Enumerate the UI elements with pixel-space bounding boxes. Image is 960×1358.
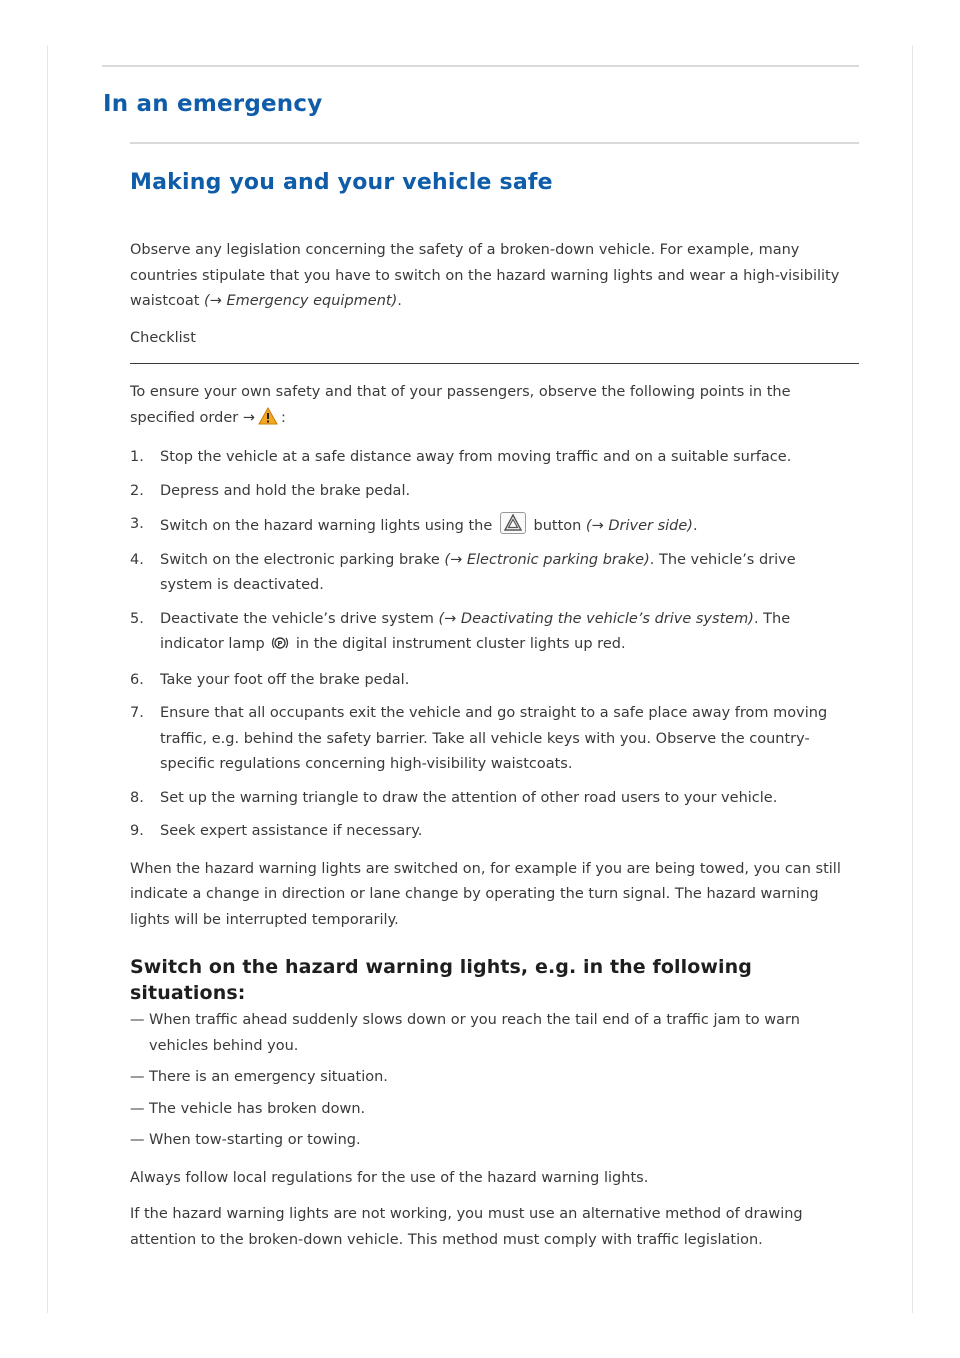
- closing-paragraph: If the hazard warning lights are not working, you must use an alternative method of drawing attention to the broken-down vehicle. This method must comply with traffic legislation.: [130, 1206, 803, 1248]
- step-text: Stop the vehicle at a safe distance away from moving traffic and on a suitable surface.: [160, 449, 792, 465]
- step-text: Deactivate the vehicle’s drive system: [160, 610, 439, 627]
- section-divider: [130, 142, 859, 144]
- step-end: .: [692, 518, 698, 534]
- list-item: [130, 479, 845, 505]
- top-divider: [102, 65, 859, 67]
- list-item: [130, 1065, 845, 1091]
- parking-lamp-icon: [271, 634, 289, 660]
- checklist-steps: [130, 445, 845, 845]
- step-text: Take your foot off the brake pedal.: [160, 671, 410, 688]
- list-item: [130, 607, 845, 660]
- checklist-lead-end: :: [280, 409, 286, 426]
- list-item: [130, 1008, 845, 1059]
- situation-text: The vehicle has broken down.: [149, 1100, 366, 1117]
- hazard-button-icon: [500, 512, 526, 534]
- list-item: [130, 1128, 845, 1154]
- step-text-after: button: [533, 518, 582, 534]
- section-title: Making you and your vehicle safe: [130, 170, 553, 195]
- list-item: [130, 819, 845, 845]
- checklist-label: Checklist: [130, 329, 196, 346]
- step-number: 4.: [130, 551, 144, 568]
- step-text: Switch on the electronic parking brake: [160, 551, 445, 568]
- checklist-lead: [130, 380, 845, 434]
- list-item: [130, 701, 845, 778]
- step-text: Depress and hold the brake pedal.: [160, 482, 411, 499]
- dash-bullet: —: [130, 1132, 145, 1148]
- page-title: In an emergency: [103, 91, 323, 117]
- dash-bullet: —: [130, 1012, 145, 1028]
- checklist-lead-arrow: →: [242, 409, 255, 426]
- step-text: Set up the warning triangle to draw the attention of other road users to your vehicle.: [160, 789, 778, 806]
- main-content: [130, 238, 845, 1264]
- situations-heading: Switch on the hazard warning lights, e.g. in the following situations:: [130, 956, 752, 1004]
- dash-bullet: —: [130, 1100, 145, 1117]
- step-number: 8.: [130, 789, 144, 806]
- situations-list: [130, 1008, 845, 1154]
- intro-paragraph: [130, 238, 845, 315]
- list-item: [130, 786, 845, 812]
- step-end-2: in the digital instrument cluster lights up red.: [295, 636, 626, 652]
- closing-paragraph: Always follow local regulations for the use of the hazard warning lights.: [130, 1169, 649, 1186]
- list-item: [130, 1097, 845, 1123]
- step-text: Switch on the hazard warning lights using the: [160, 518, 493, 534]
- warning-triangle-icon[interactable]: [258, 407, 278, 435]
- step-number: 5.: [130, 610, 144, 627]
- step-cross-reference-link[interactable]: (→ Electronic parking brake): [444, 551, 650, 568]
- page-margin-line-right: [912, 45, 913, 1313]
- step-number: 1.: [130, 449, 144, 465]
- list-item: [130, 548, 845, 599]
- situation-text: There is an emergency situation.: [149, 1069, 388, 1085]
- step-end: . The vehicle’s drive system is deactivated.: [160, 551, 796, 593]
- step-text: Seek expert assistance if necessary.: [160, 823, 423, 839]
- step-cross-reference-link[interactable]: (→ Deactivating the vehicle’s drive system): [438, 610, 754, 627]
- intro-end: .: [397, 293, 402, 309]
- step-number: 6.: [130, 671, 144, 688]
- list-item: [130, 445, 845, 471]
- step-cross-reference-link[interactable]: (→ Driver side): [585, 518, 693, 534]
- dash-bullet: —: [130, 1069, 145, 1085]
- step-number: 7.: [130, 705, 144, 721]
- step-end: . The indicator lamp: [160, 610, 791, 652]
- svg-text:P: P: [277, 640, 283, 648]
- step-number: 3.: [130, 516, 144, 532]
- step-text: Ensure that all occupants exit the vehicle and go straight to a safe place away from moving traffic, e.g. behind the safety barrier. Take all vehicle keys with you. Observe the country-specific regulations concerning high-visibility waistcoats.: [160, 705, 828, 772]
- checklist-divider: [130, 363, 859, 364]
- step-number: 9.: [130, 823, 144, 839]
- step-number: 2.: [130, 482, 144, 499]
- towing-note: When the hazard warning lights are switched on, for example if you are being towed, you can still indicate a change in direction or lane change by operating the turn signal. The hazard warning lights will be interrupted temporarily.: [130, 860, 841, 928]
- situation-text: When traffic ahead suddenly slows down or you reach the tail end of a traffic jam to warn vehicles behind you.: [149, 1012, 800, 1054]
- intro-text: Observe any legislation concerning the safety of a broken-down vehicle. For example, many countries stipulate that you have to switch on the hazard warning lights and wear a high-visibility waistcoat: [130, 242, 840, 309]
- list-item: [130, 668, 845, 694]
- page-margin-line-left: [47, 45, 48, 1313]
- list-item: [130, 512, 845, 540]
- intro-cross-reference-link[interactable]: (→ Emergency equipment): [204, 293, 398, 309]
- situation-text: When tow-starting or towing.: [149, 1132, 361, 1148]
- checklist-lead-text: To ensure your own safety and that of your passengers, observe the following points in the specified order: [130, 384, 791, 426]
